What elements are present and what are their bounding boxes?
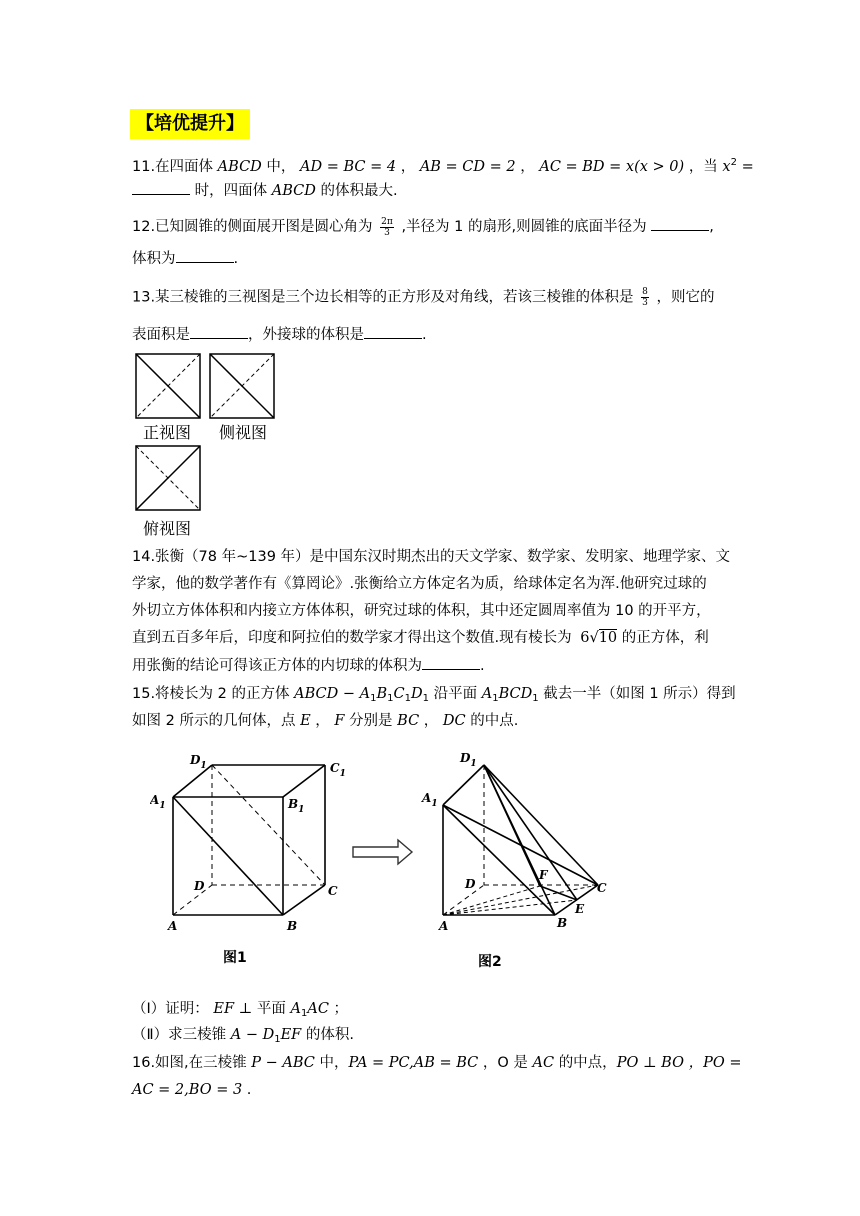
q12-line1: 12.已知圆锥的侧面展开图是圆心角为 $\frac{2\pi}{3}$ ,半径为 1 的扇形,则圆锥的底面半径为 ,: [132, 216, 714, 238]
q14-line2: 学家，他的数学著作有《算罔论》.张衡给立方体定名为质，给球体定名为浑.他研究过球的: [132, 576, 707, 592]
q16-line1: 16.如图,在三棱锥 P − ABC 中，PA = PC,AB = BC ，O 是 AC 的中点，PO ⊥ BO ，PO =: [132, 1055, 742, 1071]
q11-line2: 时，四面体 ABCD 的体积最大.: [132, 180, 398, 201]
fig1-label-B1: $B_1$: [288, 797, 305, 815]
fig1-label-A: A: [168, 919, 178, 933]
q12-line2: 体积为 .: [132, 248, 238, 269]
figure2-solid: [443, 765, 598, 915]
answer-blank[interactable]: [190, 324, 248, 339]
fig2-label-A1: $A_1$: [422, 791, 438, 809]
answer-blank[interactable]: [132, 180, 190, 195]
section-heading: 【培优提升】: [130, 109, 250, 139]
q13-line2: 表面积是 ，外接球的体积是 .: [132, 324, 427, 345]
fig1-label-B: B: [287, 919, 298, 933]
fig1-label-D: D: [194, 879, 205, 893]
front-view-label: 正视图: [143, 423, 192, 442]
cube-figures: [150, 740, 640, 980]
answer-blank[interactable]: [422, 655, 480, 670]
answer-blank[interactable]: [364, 324, 422, 339]
top-view-label: 俯视图: [143, 519, 192, 538]
fig2-label-C: C: [597, 881, 607, 895]
fig2-label-F: F: [539, 868, 548, 882]
q14-line1: 14.张衡（78 年~139 年）是中国东汉时期杰出的天文学家、数学家、发明家、地理学家、文: [132, 549, 731, 565]
q15-line2: 如图 2 所示的几何体，点 E ， F 分别是 BC ， DC 的中点.: [132, 713, 519, 729]
q11-line1: 11.在四面体 ABCD 中， AD = BC = 4 ， AB = CD = 2 ， AC = BD = x(x > 0) ，当 $x^2$ =: [132, 157, 754, 175]
fig1-label-C: C: [328, 884, 338, 898]
q15-part1: （Ⅰ）证明： EF ⊥ 平面 $A_1AC$ ；: [132, 1001, 349, 1019]
q15-part2: （Ⅱ）求三棱锥 $A - D_1EF$ 的体积.: [132, 1027, 354, 1045]
side-view-label: 侧视图: [219, 423, 268, 442]
fig2-label-D: D: [465, 877, 476, 891]
fig1-caption: 图1: [223, 950, 247, 966]
q14-line5: 用张衡的结论可得该正方体的内切球的体积为 .: [132, 655, 485, 676]
q15-line1: 15.将棱长为 2 的正方体 ABCD − $A_1B_1C_1D_1$ 沿平面 $A_1BCD_1$ 截去一半（如图 1 所示）得到: [132, 686, 736, 704]
q16-line2: AC = 2,BO = 3 .: [132, 1082, 252, 1098]
fig1-label-D1: $D_1$: [190, 753, 207, 771]
fig2-label-E: E: [575, 902, 585, 916]
fig2-label-A: A: [439, 919, 449, 933]
fig1-label-C1: $C_1$: [330, 761, 346, 779]
answer-blank[interactable]: [176, 248, 234, 263]
fig1-label-A1: $A_1$: [150, 793, 166, 811]
fig2-label-B: B: [557, 916, 568, 930]
answer-blank[interactable]: [651, 216, 709, 231]
fraction: $\frac{8}{3}$: [642, 287, 648, 308]
fraction: $\frac{2\pi}{3}$: [381, 216, 393, 238]
fig2-caption: 图2: [478, 954, 502, 970]
arrow-icon: [353, 840, 412, 864]
q14-line3: 外切立方体体积和内接立方体体积，研究过球的体积，其中还定圆周率值为 10 的开平方，: [132, 603, 711, 619]
fig2-label-D1: $D_1$: [460, 751, 477, 769]
q14-line4: 直到五百多年后，印度和阿拉伯的数学家才得出这个数值.现有棱长为 6√10 的正方体，利: [132, 630, 709, 646]
three-views-figure: [130, 350, 290, 540]
q13-line1: 13.某三棱锥的三视图是三个边长相等的正方形及对角线，若该三棱锥的体积是 $\frac{8}{3}$ ，则它的: [132, 287, 715, 308]
